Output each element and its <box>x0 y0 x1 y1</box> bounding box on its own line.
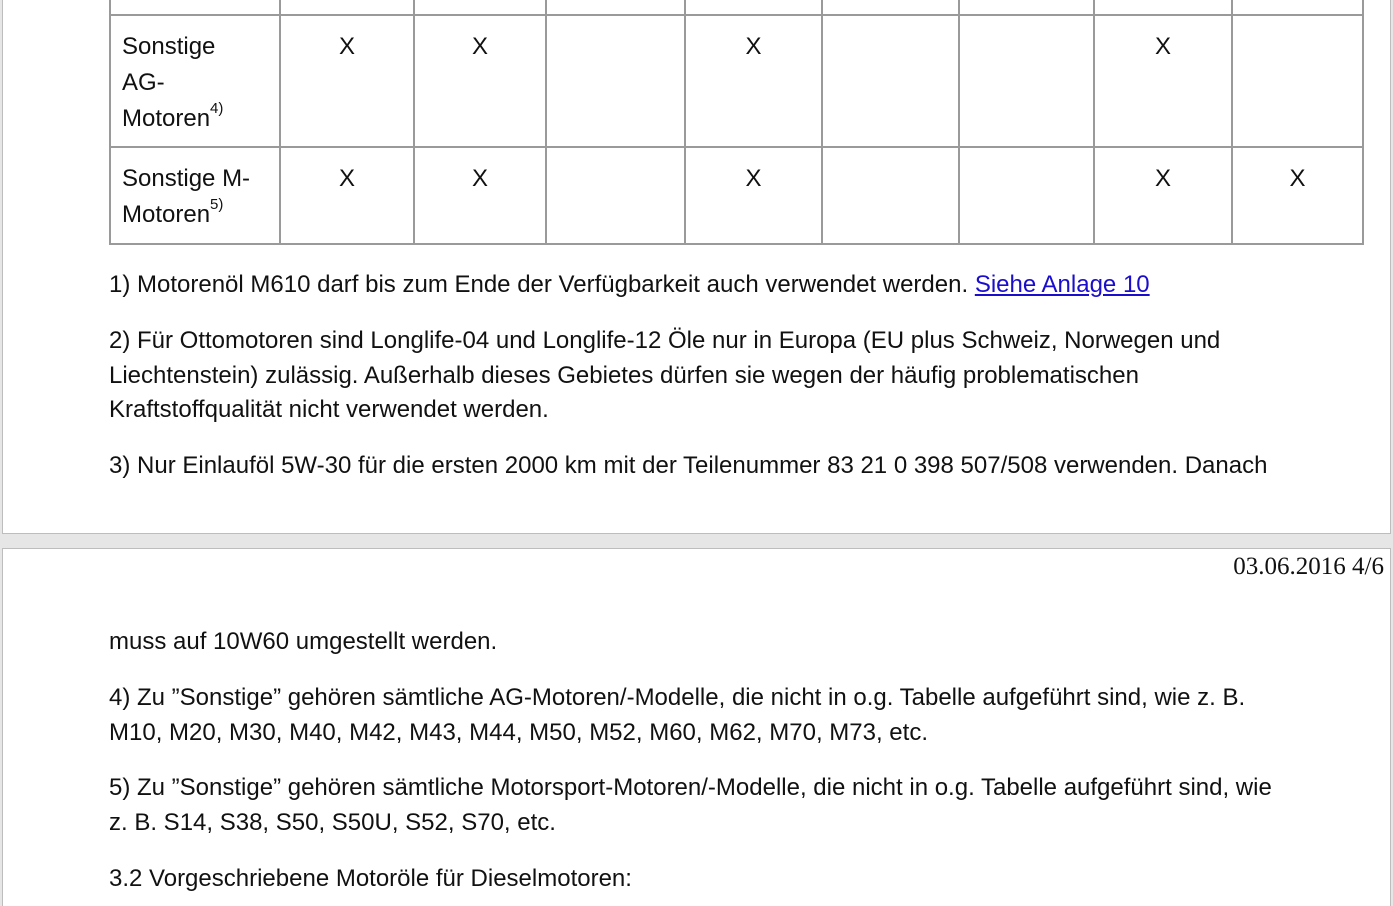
table-cell-mark <box>959 147 1094 244</box>
page-header-date-number: 03.06.2016 4/6 <box>1233 553 1384 580</box>
table-row-sonstige-m-motoren <box>110 147 1363 244</box>
table-cell-mark <box>546 15 685 147</box>
table-cell-mark <box>959 15 1094 147</box>
footnote-3-continued: muss auf 10W60 umgestellt werden. <box>109 628 498 655</box>
table-cell-mark <box>546 147 685 244</box>
table-cell-mark: X <box>685 147 822 244</box>
table-row-previous <box>110 0 1363 15</box>
footnote-1: 1) Motorenöl M610 darf bis zum Ende der Verfügbarkeit auch verwendet werden. Siehe Anlage 10 <box>109 271 1150 298</box>
table-cell-mark: X <box>1094 15 1232 147</box>
table-cell-mark: X <box>280 147 414 244</box>
footnote-3: 3) Nur Einlauföl 5W-30 für die ersten 2000 km mit der Teilenummer 83 21 0 398 507/508 verwenden. Danach <box>109 452 1268 479</box>
footnote-5: 5) Zu ”Sonstige” gehören sämtliche Motorsport-Motoren/-Modelle, die nicht in o.g. Tabelle aufgeführt sind, wie z. B. S14, S38, S50, S50U, S52, S70, etc. <box>109 774 1272 836</box>
footnote-ref: 5) <box>210 196 224 213</box>
siehe-anlage-link[interactable]: Siehe Anlage 10 <box>974 271 1150 298</box>
table-cell-mark <box>1232 15 1363 147</box>
table-cell-mark: X <box>414 15 546 147</box>
row-label: Sonstige M- Motoren$^{5)}$ <box>110 147 280 244</box>
row-label: Sonstige AG- Motoren$^{4)}$ <box>110 15 280 147</box>
table-cell-mark: X <box>280 15 414 147</box>
footnote-ref: 4) <box>210 100 224 117</box>
engine-oil-table <box>109 0 1364 245</box>
table-cell-mark: X <box>1232 147 1363 244</box>
table-cell-mark: X <box>414 147 546 244</box>
table-cell-mark: X <box>1094 147 1232 244</box>
document-page-4 <box>2 548 1391 906</box>
table-cell-mark <box>822 15 959 147</box>
table-cell-mark <box>822 147 959 244</box>
footnote-2: 2) Für Ottomotoren sind Longlife-04 und Longlife-12 Öle nur in Europa (EU plus Schweiz, Norwegen und Liechtenstein) zulässig. Außerhalb dieses Gebietes dürfen sie wegen der häufig problematischen Kraftstoffqualität nicht verwendet werden. <box>109 327 1221 423</box>
document-page-3 <box>2 0 1391 534</box>
table-row-sonstige-ag-motoren <box>110 15 1363 147</box>
footnote-4: 4) Zu ”Sonstige” gehören sämtliche AG-Motoren/-Modelle, die nicht in o.g. Tabelle aufgeführt sind, wie z. B. M10, M20, M30, M40, M42, M43, M44, M50, M52, M60, M62, M70, M73, etc. <box>109 684 1246 746</box>
section-heading-3-2: 3.2 Vorgeschriebene Motoröle für Dieselmotoren: <box>109 865 632 892</box>
table-cell-mark: X <box>685 15 822 147</box>
